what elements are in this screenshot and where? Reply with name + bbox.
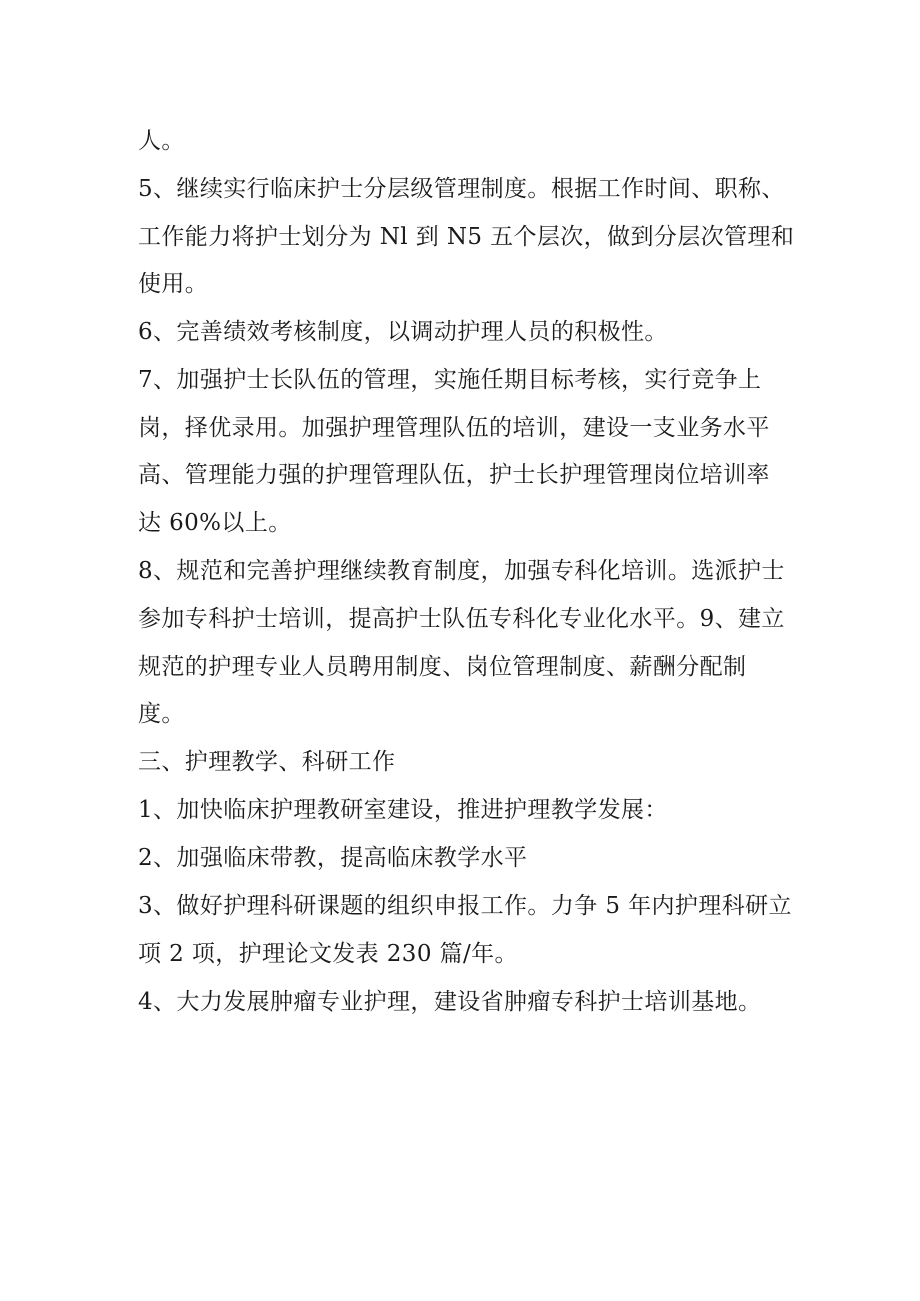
- text-line: 5、继续实行临床护士分层级管理制度。根据工作时间、职称、: [138, 176, 785, 202]
- text-line: 3、做好护理科研课题的组织申报工作。力争 5 年内护理科研立: [138, 893, 792, 919]
- text-line: 高、管理能力强的护理管理队伍，护士长护理管理岗位培训率: [138, 462, 770, 488]
- text-line: 8、规范和完善护理继续教育制度，加强专科化培训。选派护士: [138, 558, 785, 584]
- text-line: 人。: [138, 128, 185, 154]
- text-line: 2、加强临床带教，提高临床教学水平: [138, 845, 528, 871]
- text-line: 1、加快临床护理教研室建设，推进护理教学发展：: [138, 797, 668, 823]
- text-line: 使用。: [138, 271, 209, 297]
- text-line: 4、大力发展肿瘤专业护理，建设省肿瘤专科护士培训基地。: [138, 989, 762, 1015]
- text-line: 项 2 项，护理论文发表 230 篇/年。: [138, 941, 518, 967]
- text-line: 7、加强护士长队伍的管理，实施任期目标考核，实行竞争上: [138, 367, 762, 393]
- text-line: 6、完善绩效考核制度，以调动护理人员的积极性。: [138, 319, 668, 345]
- section-heading: 三、护理教学、科研工作: [138, 749, 396, 775]
- text-line: 达 60%以上。: [138, 510, 292, 536]
- text-line: 工作能力将护士划分为 Nl 到 N5 五个层次，做到分层次管理和: [138, 224, 795, 250]
- text-line: 度。: [138, 701, 185, 727]
- text-line: 参加专科护士培训，提高护士队伍专科化专业化水平。9、建立: [138, 606, 785, 632]
- text-line: 规范的护理专业人员聘用制度、岗位管理制度、薪酬分配制: [138, 654, 747, 680]
- text-line: 岗，择优录用。加强护理管理队伍的培训，建设一支业务水平: [138, 415, 770, 441]
